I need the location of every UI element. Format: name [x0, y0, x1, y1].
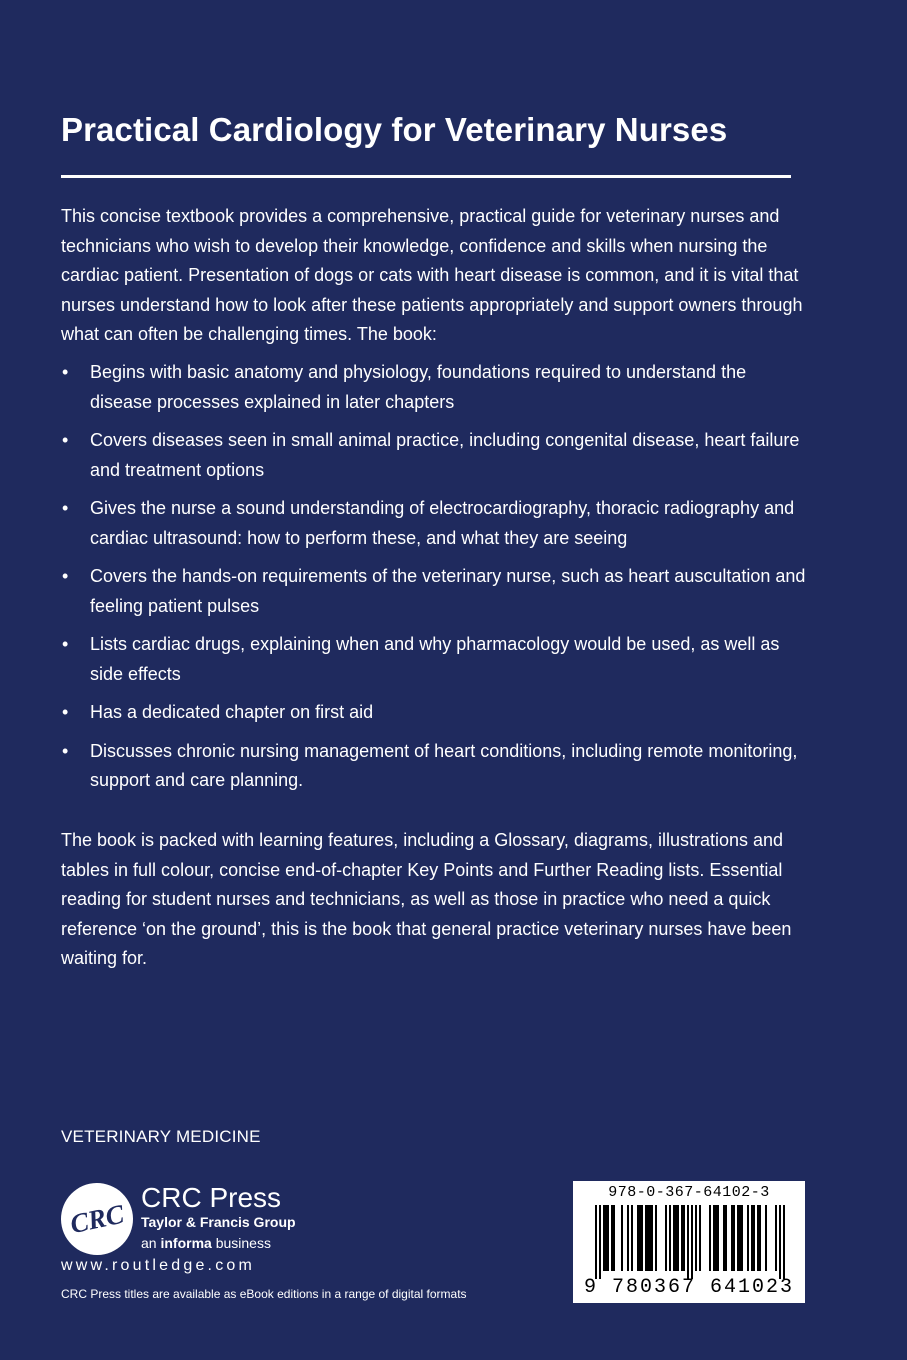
barcode-bar [775, 1205, 777, 1271]
list-item-text: Discusses chronic nursing management of heart conditions, including remote monitoring, support and care planning. [90, 740, 798, 790]
barcode-bar [651, 1205, 653, 1271]
business-suffix: business [215, 1235, 271, 1251]
list-item-text: Begins with basic anatomy and physiology, foundations required to understand the disease processes explained in later chapters [90, 362, 747, 412]
list-item [61, 358, 806, 417]
publisher-group: Taylor & Francis Group [141, 1214, 296, 1230]
barcode-bar [747, 1205, 749, 1271]
list-item-text: Covers diseases seen in small animal practice, including congenital disease, heart failure and treatment options [90, 430, 800, 480]
bullet-icon: • [62, 430, 69, 450]
barcode-bar [759, 1205, 761, 1271]
barcode-bar [637, 1205, 639, 1271]
list-item [61, 698, 806, 728]
bullet-icon: • [62, 498, 69, 518]
barcode-bar [673, 1205, 675, 1271]
isbn-barcode [573, 1181, 805, 1303]
barcode-bars-icon [581, 1205, 797, 1279]
barcode-bar [639, 1205, 641, 1271]
bullet-icon: • [62, 362, 69, 382]
bullet-icon: • [62, 740, 69, 761]
barcode-bar [731, 1205, 733, 1271]
feature-list [61, 358, 806, 805]
list-item [61, 737, 806, 796]
barcode-bar [675, 1205, 677, 1271]
barcode-bar [733, 1205, 735, 1271]
barcode-bar [717, 1205, 719, 1271]
barcode-bar [595, 1205, 597, 1279]
barcode-bar [607, 1205, 609, 1271]
list-item-text: Has a dedicated chapter on first aid [90, 702, 374, 722]
barcode-bar [603, 1205, 605, 1271]
isbn-number: 978-0-367-64102-3 [608, 1184, 770, 1201]
bullet-icon: • [62, 634, 69, 654]
business-brand: informa [160, 1235, 212, 1251]
book-title: Practical Cardiology for Veterinary Nurses [61, 111, 728, 148]
barcode-bar [647, 1205, 649, 1271]
barcode-bar [687, 1205, 689, 1279]
bullet-icon: • [62, 702, 69, 722]
bullet-icon: • [62, 566, 69, 586]
barcode-bar [605, 1205, 607, 1271]
subject-category: VETERINARY MEDICINE [61, 1127, 261, 1146]
business-prefix: an [141, 1235, 157, 1251]
barcode-bar [681, 1205, 683, 1271]
barcode-bar [713, 1205, 715, 1271]
barcode-bar [655, 1205, 657, 1271]
barcode-bar [757, 1205, 759, 1271]
barcode-bar [737, 1205, 739, 1271]
barcode-bar [611, 1205, 613, 1271]
barcode-bar [709, 1205, 711, 1271]
publisher-name: CRC Press [141, 1182, 282, 1213]
barcode-bar [613, 1205, 615, 1271]
barcode-bar [715, 1205, 717, 1271]
title-divider [61, 175, 791, 178]
intro-paragraph: This concise textbook provides a comprehensive, practical guide for veterinary nurses and technicians who wish to develop their knowledge, confidence and skills when nursing the cardiac patient. Presentation of dogs or cats with heart disease is common, and it is vital that nurses understand how to look after these patients appropriately and support owners through what can often be challenging times. The book: [61, 206, 803, 344]
list-item-text: Covers the hands-on requirements of the veterinary nurse, such as heart auscultation and feeling patient pulses [90, 566, 806, 616]
closing-paragraph: The book is packed with learning features, including a Glossary, diagrams, illustrations and tables in full colour, concise end-of-chapter Key Points and Further Reading lists. Essential reading for student nurses and technicians, as well as those in practice who need a quick reference ‘on the ground’, this is the book that general practice veterinary nurses have been waiting for. [61, 830, 792, 968]
barcode-bar [739, 1205, 741, 1271]
ebook-note: CRC Press titles are available as eBook editions in a range of digital formats [61, 1287, 467, 1301]
list-item [61, 630, 806, 689]
barcode-bar [683, 1205, 685, 1271]
barcode-bar [695, 1205, 697, 1271]
barcode-bar [779, 1205, 781, 1279]
barcode-bar [751, 1205, 753, 1271]
list-item-text: Lists cardiac drugs, explaining when and why pharmacology would be used, as well as side effects [90, 634, 780, 684]
barcode-bar [691, 1205, 693, 1279]
list-item [61, 494, 806, 553]
crc-logo-icon [54, 1176, 139, 1261]
barcode-bar [621, 1205, 623, 1271]
barcode-bar [765, 1205, 767, 1271]
barcode-bar [641, 1205, 643, 1271]
barcode-bar [725, 1205, 727, 1271]
barcode-bar [627, 1205, 629, 1271]
ean-digits: 9 780367 641023 [583, 1276, 795, 1299]
barcode-bar [645, 1205, 647, 1271]
barcode-bar [631, 1205, 633, 1271]
barcode-bar [699, 1205, 701, 1271]
list-item [61, 426, 806, 485]
barcode-bar [677, 1205, 679, 1271]
publisher-website: www.routledge.com [61, 1257, 256, 1274]
barcode-bar [741, 1205, 743, 1271]
barcode-bar [723, 1205, 725, 1271]
list-item-text: Gives the nurse a sound understanding of electrocardiography, thoracic radiography and cardiac ultrasound: how to perform these, and what they are seeing [90, 498, 795, 548]
list-item [61, 562, 806, 621]
barcode-bar [669, 1205, 671, 1271]
barcode-bar [665, 1205, 667, 1271]
logo-text: CRC [67, 1198, 127, 1239]
barcode-bar [783, 1205, 785, 1279]
barcode-bar [753, 1205, 755, 1271]
publisher-business-line [141, 1235, 271, 1251]
barcode-bar [599, 1205, 601, 1279]
barcode-bar [649, 1205, 651, 1271]
